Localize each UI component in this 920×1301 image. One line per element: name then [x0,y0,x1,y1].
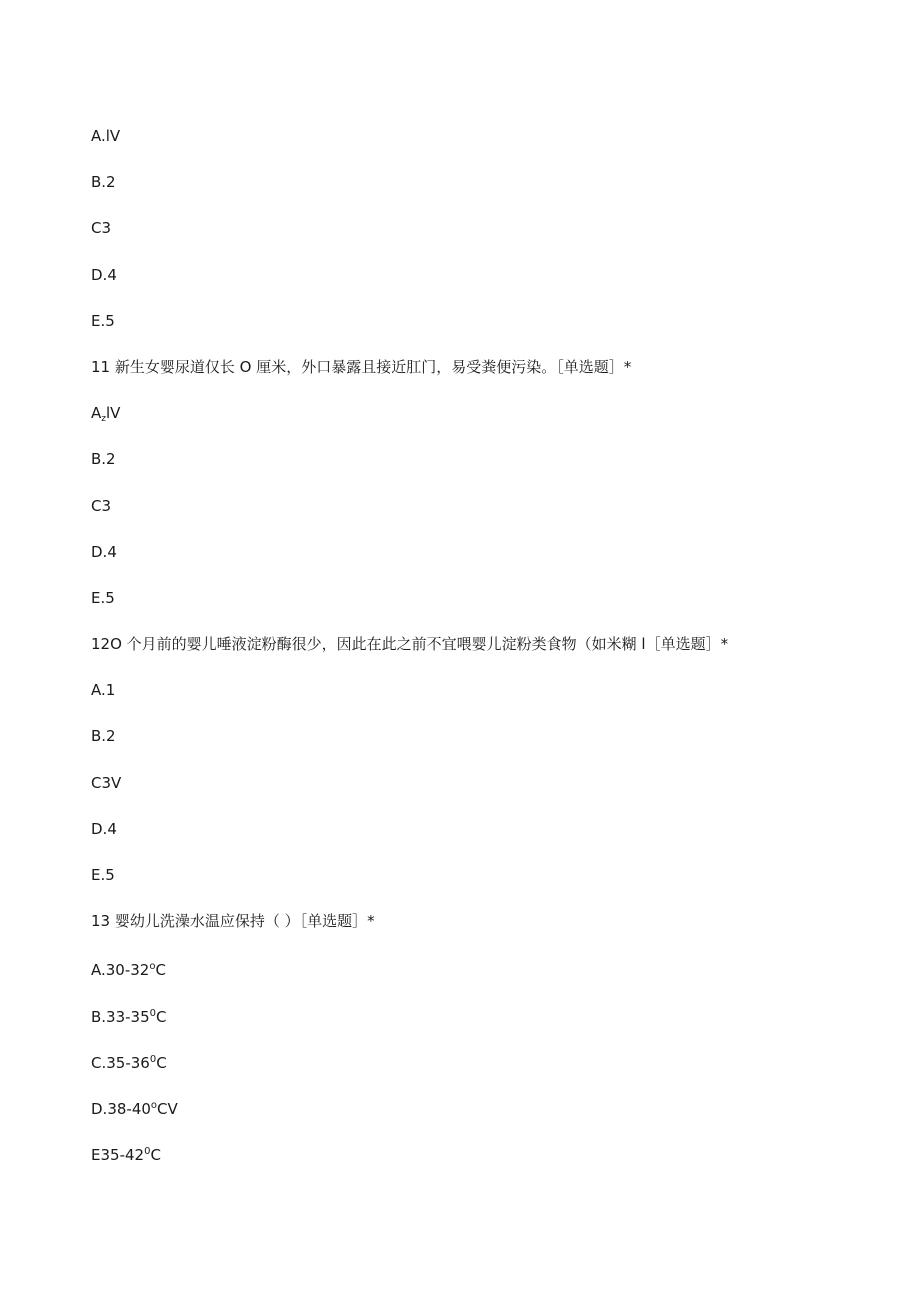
q13-option-c-degree: 0 [149,1053,157,1065]
q13-option-b-unit: C [156,1007,167,1026]
q13-option-c [91,1048,880,1094]
q13-question: 13 婴幼儿洗澡水温应保持（ ）［单选题］* [91,912,375,931]
q13-option-a-degree: o [149,961,156,973]
q13-option-d-range: D.38-40 [91,1099,151,1118]
q11-option-c: C3 [91,496,112,515]
q13-option-a-range: A.30-32 [91,961,150,980]
q10-option-b: B.2 [91,173,116,192]
q11-option-a [91,401,880,447]
q13-option-e [91,1140,880,1186]
q11-option-a-subscript: z [101,414,106,425]
q11-option-b: B.2 [91,450,116,469]
q12-option-a: A.1 [91,681,116,700]
q10-option-e: E.5 [91,311,115,330]
q13-option-e-range: E35-42 [91,1146,145,1165]
q13-option-d [91,1094,880,1140]
exam-page [91,124,880,1186]
q11-option-a-letter: A [91,404,102,423]
q12-option-d: D.4 [91,819,117,838]
q11-option-a-rest: lV [106,404,121,423]
q11-question: 11 新生女婴尿道仅长 O 厘米，外口暴露且接近肛门，易受粪便污染。［单选题］* [91,357,632,376]
q11-option-e: E.5 [91,588,115,607]
q13-option-d-degree: o [150,1099,158,1111]
q13-option-e-degree: 0 [144,1146,151,1158]
q13-option-a [91,955,880,1001]
q12-option-c: C3V [91,773,122,792]
q13-option-e-unit: C [150,1146,161,1165]
q13-option-b [91,1002,880,1048]
q10-option-c: C3 [91,219,112,238]
q10-option-a: A.lV [91,127,121,145]
q13-option-c-range: C.35-36 [91,1053,150,1072]
q12-option-b: B.2 [91,727,116,746]
q11-option-d: D.4 [91,542,117,561]
q10-option-d: D.4 [91,265,117,284]
q13-option-b-degree: 0 [149,1007,157,1019]
q13-option-b-range: B.33-35 [91,1007,150,1026]
q12-question: 12O 个月前的婴儿唾液淀粉酶很少，因此在此之前不宜喂婴儿淀粉类食物（如米糊 l［单选题］* [91,635,729,654]
q13-option-a-unit: C [155,961,166,980]
q13-option-d-unit: CV [157,1099,178,1118]
q13-option-c-unit: C [156,1053,167,1072]
q12-option-e: E.5 [91,866,115,884]
